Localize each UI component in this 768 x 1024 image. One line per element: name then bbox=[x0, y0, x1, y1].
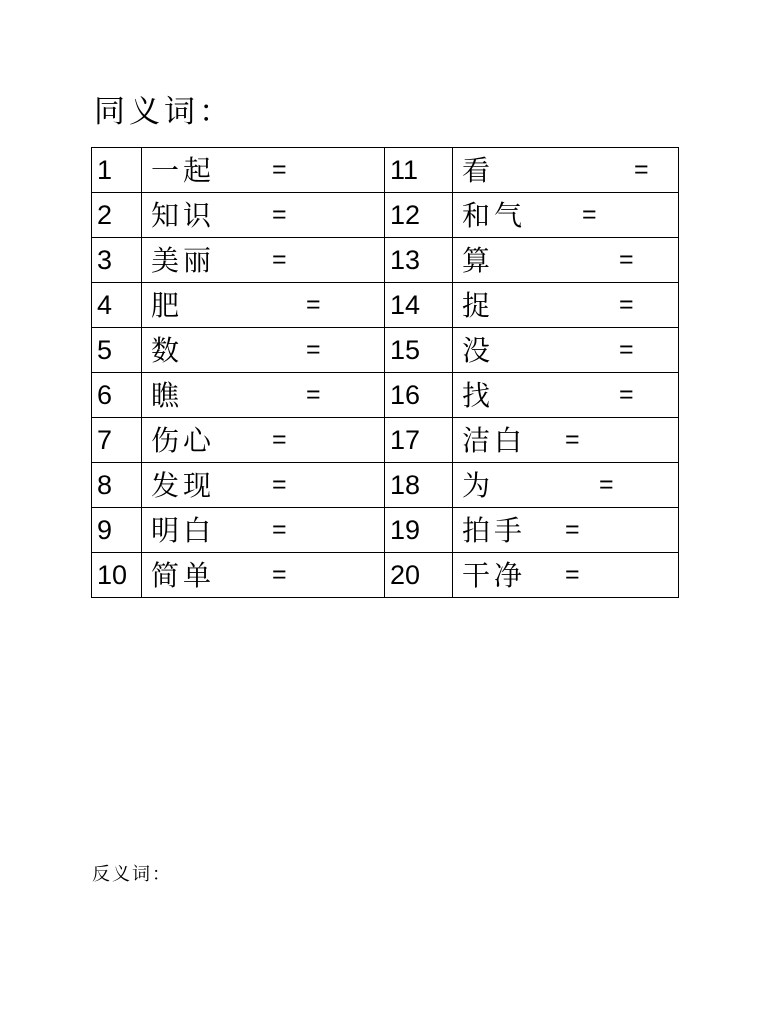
table-row bbox=[92, 418, 679, 463]
equals-sign: = bbox=[619, 335, 634, 364]
equals-sign: = bbox=[306, 290, 321, 319]
word-text: 找 bbox=[462, 379, 495, 413]
item-number: 5 bbox=[92, 328, 142, 373]
equals-sign: = bbox=[272, 245, 287, 274]
table-row bbox=[92, 553, 679, 598]
table-row bbox=[92, 508, 679, 553]
word-cell[interactable] bbox=[142, 553, 385, 598]
word-text: 和气 bbox=[462, 199, 527, 233]
equals-sign: = bbox=[582, 200, 597, 229]
word-cell[interactable] bbox=[142, 373, 385, 418]
word-cell[interactable] bbox=[453, 283, 679, 328]
synonyms-table bbox=[91, 147, 679, 598]
table-row bbox=[92, 283, 679, 328]
word-text: 美丽 bbox=[151, 244, 216, 278]
word-text: 为 bbox=[462, 469, 495, 503]
item-number: 1 bbox=[92, 148, 142, 193]
table-row bbox=[92, 238, 679, 283]
word-text: 算 bbox=[462, 244, 495, 278]
word-text: 捉 bbox=[462, 289, 495, 323]
word-cell[interactable] bbox=[453, 418, 679, 463]
word-cell[interactable] bbox=[453, 238, 679, 283]
equals-sign: = bbox=[619, 245, 634, 274]
equals-sign: = bbox=[272, 200, 287, 229]
item-number: 12 bbox=[385, 193, 453, 238]
word-text: 明白 bbox=[151, 514, 216, 548]
synonyms-heading: 同义词： bbox=[94, 94, 234, 130]
item-number: 9 bbox=[92, 508, 142, 553]
equals-sign: = bbox=[272, 515, 287, 544]
equals-sign: = bbox=[619, 290, 634, 319]
item-number: 7 bbox=[92, 418, 142, 463]
table-row bbox=[92, 373, 679, 418]
item-number: 14 bbox=[385, 283, 453, 328]
word-text: 干净 bbox=[462, 559, 527, 593]
word-cell[interactable] bbox=[142, 463, 385, 508]
item-number: 20 bbox=[385, 553, 453, 598]
item-number: 6 bbox=[92, 373, 142, 418]
word-text: 洁白 bbox=[462, 424, 527, 458]
word-cell[interactable] bbox=[142, 238, 385, 283]
table-row bbox=[92, 328, 679, 373]
equals-sign: = bbox=[306, 380, 321, 409]
antonyms-heading: 反义词： bbox=[92, 864, 172, 885]
item-number: 2 bbox=[92, 193, 142, 238]
equals-sign: = bbox=[565, 515, 580, 544]
word-cell[interactable] bbox=[142, 193, 385, 238]
word-cell[interactable] bbox=[142, 418, 385, 463]
equals-sign: = bbox=[565, 560, 580, 589]
equals-sign: = bbox=[634, 155, 649, 184]
word-text: 发现 bbox=[151, 469, 216, 503]
item-number: 15 bbox=[385, 328, 453, 373]
word-cell[interactable] bbox=[453, 193, 679, 238]
table-row bbox=[92, 193, 679, 238]
word-cell[interactable] bbox=[142, 283, 385, 328]
word-cell[interactable] bbox=[142, 508, 385, 553]
equals-sign: = bbox=[619, 380, 634, 409]
item-number: 10 bbox=[92, 553, 142, 598]
equals-sign: = bbox=[272, 155, 287, 184]
table-row bbox=[92, 148, 679, 193]
item-number: 16 bbox=[385, 373, 453, 418]
item-number: 8 bbox=[92, 463, 142, 508]
word-cell[interactable] bbox=[453, 373, 679, 418]
item-number: 3 bbox=[92, 238, 142, 283]
word-text: 肥 bbox=[151, 289, 184, 323]
word-text: 一起 bbox=[151, 154, 216, 188]
equals-sign: = bbox=[272, 470, 287, 499]
word-text: 瞧 bbox=[151, 379, 184, 413]
table-row bbox=[92, 463, 679, 508]
word-cell[interactable] bbox=[453, 328, 679, 373]
word-cell[interactable] bbox=[453, 553, 679, 598]
equals-sign: = bbox=[306, 335, 321, 364]
word-cell[interactable] bbox=[142, 328, 385, 373]
equals-sign: = bbox=[272, 425, 287, 454]
word-text: 看 bbox=[462, 154, 495, 188]
word-cell[interactable] bbox=[142, 148, 385, 193]
item-number: 11 bbox=[385, 148, 453, 193]
word-text: 知识 bbox=[151, 199, 216, 233]
word-cell[interactable] bbox=[453, 148, 679, 193]
word-text: 没 bbox=[462, 334, 495, 368]
item-number: 19 bbox=[385, 508, 453, 553]
word-text: 拍手 bbox=[462, 514, 527, 548]
equals-sign: = bbox=[599, 470, 614, 499]
word-cell[interactable] bbox=[453, 463, 679, 508]
word-text: 简单 bbox=[151, 559, 216, 593]
word-text: 伤心 bbox=[151, 424, 216, 458]
item-number: 18 bbox=[385, 463, 453, 508]
word-text: 数 bbox=[151, 334, 184, 368]
item-number: 17 bbox=[385, 418, 453, 463]
word-cell[interactable] bbox=[453, 508, 679, 553]
equals-sign: = bbox=[272, 560, 287, 589]
item-number: 13 bbox=[385, 238, 453, 283]
equals-sign: = bbox=[565, 425, 580, 454]
item-number: 4 bbox=[92, 283, 142, 328]
